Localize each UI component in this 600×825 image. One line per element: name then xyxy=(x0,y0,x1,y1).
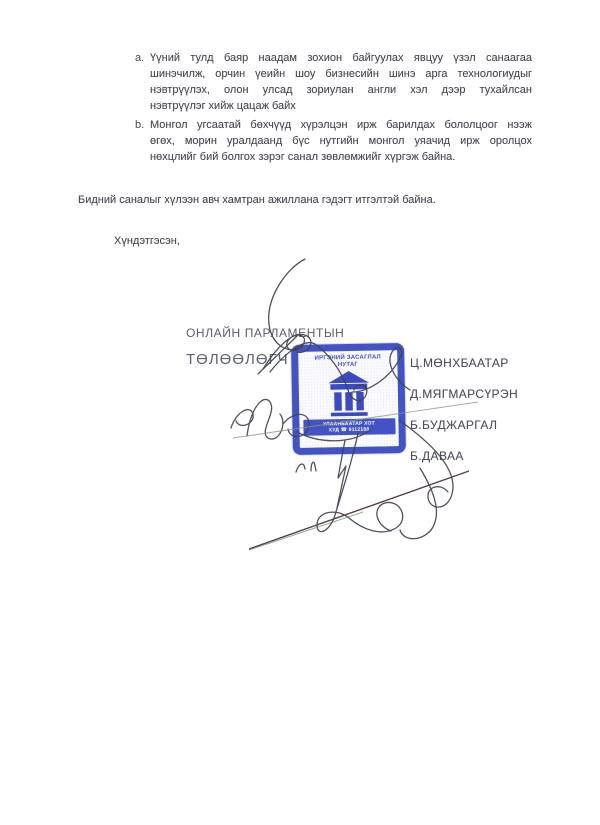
lettered-list xyxy=(135,50,532,168)
list-marker-b: b. xyxy=(135,119,145,131)
list-item-b xyxy=(135,117,532,165)
stamp-bottom-line2: ХУД ☎ 9112188 xyxy=(328,426,370,434)
official-stamp xyxy=(291,343,406,455)
signatory-name: Ц.МӨНХБААТАР xyxy=(410,356,509,370)
stamp-bottom-line1: УЛААНБААТАР ХОТ xyxy=(322,420,375,428)
org-name-line1: ОНЛАЙН ПАРЛАМЕНТЫН xyxy=(186,326,345,340)
text-line: нэвтрүүлэг хийж цацаж байх xyxy=(150,100,296,112)
text-line: нэвтрүүлэх, олон улсад зориулан англи хэл дээр тухайлсан xyxy=(150,84,532,96)
stamp-top-line1: ИРГЭНИЙ ЗАСАГЛАЛ xyxy=(314,354,382,362)
list-marker-a: a. xyxy=(135,52,145,64)
text-line: нөхцлийг бий болгох зэрэг санал зөвлөмжийг хүргэж байна. xyxy=(150,151,456,163)
signatory-name: Д.МЯГМАРСҮРЭН xyxy=(410,387,519,401)
stamp-top-line2: НУТАГ xyxy=(337,361,358,369)
building-icon xyxy=(326,371,371,418)
stamp-top-text xyxy=(315,354,382,369)
signatory-name: Б.ДАВАА xyxy=(410,449,464,463)
stamp-bottom-band xyxy=(303,418,395,436)
org-name-line2: ТӨЛӨӨЛӨГЧ xyxy=(186,351,289,368)
text-line: өгөх, морин уралдаанд бүс нутгийн монгол уяачид ирж оролцох xyxy=(150,135,532,147)
text-line: Монгол угсаатай бөхчүүд хүрэлцэн ирж барилдах бололцоог нээж xyxy=(150,119,532,131)
salutation: Хүндэтгэсэн, xyxy=(114,235,180,247)
closing-paragraph: Бидний саналыг хүлээн авч хамтран ажиллана гэдэгт итгэлтэй байна. xyxy=(78,194,436,206)
list-item-b-text xyxy=(150,117,532,165)
text-line: Үүний тулд баяр наадам зохион байгуулах явцуу үзэл санаагаа xyxy=(150,52,532,64)
list-item-a-text xyxy=(150,50,532,114)
list-item-a xyxy=(135,50,532,114)
signatory-name: Б.БУДЖАРГАЛ xyxy=(410,418,498,432)
text-line: шинэчилж, орчин үеийн шоу бизнесийн шинэ арга технологиудыг xyxy=(150,68,532,80)
